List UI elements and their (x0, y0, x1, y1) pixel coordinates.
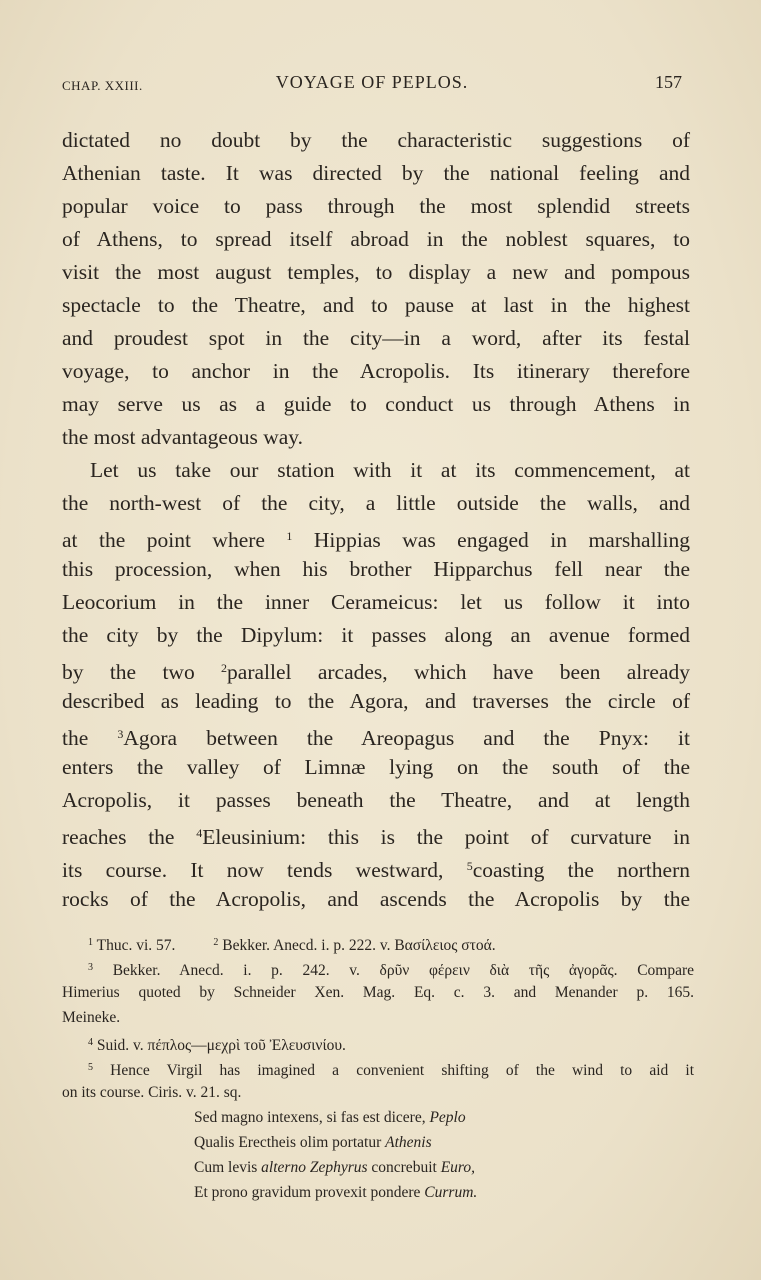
verse-italic: alterno Zephyrus (261, 1159, 368, 1176)
running-title: VOYAGE OF PEPLOS. (275, 72, 469, 92)
verse-italic: Euro, (440, 1159, 475, 1176)
text-line: popular voice to pass through the most splendid streets (62, 194, 690, 218)
footnote-ref: 2 (221, 661, 228, 675)
footnote-number: 5 (88, 1062, 93, 1073)
verse-line (62, 1105, 694, 1130)
running-header (62, 72, 682, 100)
verse-italic: Currum. (424, 1184, 478, 1201)
text-fragment: parallel arcades, which have been already (227, 660, 690, 684)
text-fragment: the (62, 726, 89, 750)
chapter-label: CHAP. XXIII. (62, 78, 143, 93)
footnote-number: 4 (88, 1037, 93, 1048)
page-number: 157 (655, 72, 682, 92)
text-line (62, 850, 690, 883)
text-line: rocks of the Acropolis, and ascends the Acropolis by the (62, 887, 690, 911)
text-line: voyage, to anchor in the Acropolis. Its itinerary therefore (62, 359, 690, 383)
text-line: may serve us as a guide to conduct us through Athens in (62, 392, 690, 416)
footnote-line (62, 1030, 694, 1055)
text-line: of Athens, to spread itself abroad in the noblest squares, to (62, 227, 690, 251)
footnote-text: Thuc. vi. 57. (96, 937, 176, 954)
footnote-ref: 4 (196, 826, 203, 840)
text-fragment: reaches the (62, 825, 175, 849)
footnote-line: on its course. Ciris. v. 21. sq. (62, 1084, 242, 1101)
footnote-line: Himerius quoted by Schneider Xen. Mag. Eq. c. 3. and Menander p. 165. (62, 984, 694, 1001)
footnote-line (62, 1055, 694, 1080)
text-line: Leocorium in the inner Cerameicus: let us follow it into (62, 590, 690, 614)
verse-line (62, 1155, 694, 1180)
text-fragment: by the two (62, 660, 195, 684)
verse-italic: Athenis (385, 1134, 432, 1151)
footnote-number: 3 (88, 962, 93, 973)
text-line: this procession, when his brother Hipparchus fell near the (62, 557, 690, 581)
text-line: enters the valley of Limnæ lying on the south of the (62, 755, 690, 779)
text-fragment: Agora between the Areopagus and the Pnyx: it (123, 726, 691, 750)
text-line: described as leading to the Agora, and traverses the circle of (62, 689, 690, 713)
verse-text: Qualis Erectheis olim portatur (194, 1134, 382, 1151)
footnote-ref: 3 (117, 727, 124, 741)
text-line: Acropolis, it passes beneath the Theatre, and at length (62, 788, 690, 812)
text-line (62, 817, 690, 850)
text-fragment: Hippias was engaged in marshalling (313, 528, 690, 552)
text-line: visit the most august temples, to display a new and pompous (62, 260, 690, 284)
verse-text: Cum levis (194, 1159, 258, 1176)
text-fragment: Eleusinium: this is the point of curvature in (202, 825, 691, 849)
text-fragment: coasting the northern (472, 858, 690, 882)
text-fragment: its course. It now tends westward, (62, 858, 444, 882)
footnote-text: Hence Virgil has imagined a convenient shifting of the wind to aid it (110, 1062, 695, 1079)
verse-text: Et prono gravidum provexit pondere (194, 1184, 421, 1201)
text-line: dictated no doubt by the characteristic suggestions of (62, 128, 690, 152)
footnote-text: Bekker. Anecd. i. p. 222. v. Βασίλειος στοά. (222, 937, 496, 954)
verse-line (62, 1180, 694, 1205)
verse-text: Sed magno intexens, si fas est dicere, (194, 1109, 426, 1126)
footnote-text: Bekker. Anecd. i. p. 242. v. δρῦν φέρειν διὰ τῆς ἀγορᾶς. Compare (112, 962, 695, 979)
text-line: spectacle to the Theatre, and to pause at last in the highest (62, 293, 690, 317)
footnotes (62, 930, 694, 1205)
main-text (62, 124, 690, 916)
verse-italic: Peplo (429, 1109, 466, 1126)
text-fragment: at the point where (62, 528, 265, 552)
text-line (62, 718, 690, 751)
verse-line (62, 1130, 694, 1155)
text-line: the north-west of the city, a little outside the walls, and (62, 491, 690, 515)
footnote-line: Meineke. (62, 1009, 121, 1026)
footnote-number: 2 (213, 937, 219, 948)
footnote-line (62, 955, 694, 980)
verse-text: concrebuit (371, 1159, 437, 1176)
footnote-ref: 1 (286, 529, 293, 543)
footnote-number: 1 (88, 937, 93, 948)
text-line: Let us take our station with it at its commencement, at (90, 458, 690, 482)
text-line: the city by the Dipylum: it passes along an avenue formed (62, 623, 690, 647)
text-line: the most advantageous way. (62, 425, 304, 449)
text-line: and proudest spot in the city—in a word, after its festal (62, 326, 690, 350)
footnote-text: Suid. v. πέπλος—μεχρὶ τοῦ Ἐλευσινίου. (96, 1037, 346, 1054)
text-line (62, 520, 690, 553)
text-line (62, 652, 690, 685)
text-line: Athenian taste. It was directed by the national feeling and (62, 161, 690, 185)
footnote-line (62, 930, 694, 955)
footnote-ref: 5 (466, 859, 473, 873)
